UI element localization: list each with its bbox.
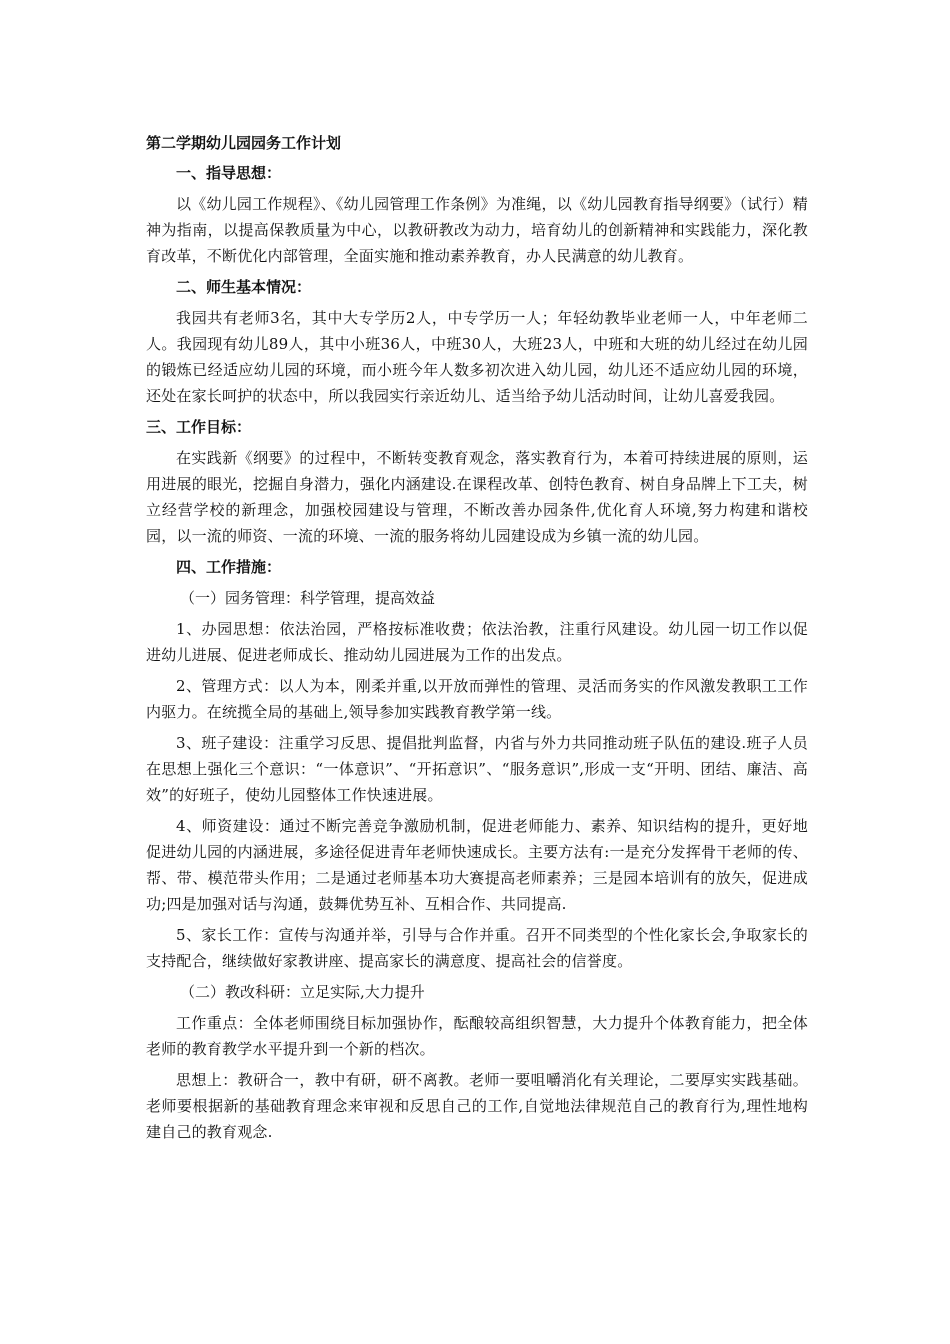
section-heading-teacher-student: 二、师生基本情况： — [176, 278, 312, 296]
list-item: 1、办园思想：依法治园，严格按标准收费；依法治教，注重行风建设。幼儿园一切工作以促进幼儿进展、促进老师成长、推动幼儿园进展为工作的出发点。 — [146, 620, 808, 664]
subsection-heading-research: （二）教改科研：立足实际,大力提升 — [180, 983, 425, 1001]
list-item: 3、班子建设：注重学习反思、提倡批判监督，内省与外力共同推动班子队伍的建设.班子人员在思想上强化三个意识：“一体意识”、“开拓意识”、“服务意识”,形成一支“开明、团结、廉洁、高效”的好班子，使幼儿园整体工作快速进展。 — [146, 734, 808, 804]
section-paragraph: 在实践新《纲要》的过程中，不断转变教育观念，落实教育行为，本着可持续进展的原则，运用进展的眼光，挖掘自身潜力，强化内涵建设.在课程改革、创特色教育、树自身品牌上下工夫，树立经营学校的新理念，加强校园建设与管理，不断改善办园条件,优化育人环境,努力构建和谐校园，以一流的师资、一流的环境、一流的服务将幼儿园建设成为乡镇一流的幼儿园。 — [146, 449, 808, 545]
section-paragraph: 以《幼儿园工作规程》、《幼儿园管理工作条例》为准绳，以《幼儿园教育指导纲要》（试行）精神为指南，以提高保教质量为中心，以教研教改为动力，培育幼儿的创新精神和实践能力，深化教育改革，不断优化内部管理，全面实施和推动素养教育，办人民满意的幼儿教育。 — [146, 195, 808, 265]
section-heading-work-measures: 四、工作措施： — [176, 558, 282, 576]
section-heading-work-goals: 三、工作目标： — [146, 418, 252, 436]
list-item: 2、管理方式：以人为本，刚柔并重,以开放而弹性的管理、灵活而务实的作风激发教职工工作内驱力。在统揽全局的基础上,领导参加实践教育教学第一线。 — [146, 677, 808, 721]
list-item: 5、家长工作：宣传与沟通并举，引导与合作并重。召开不同类型的个性化家长会,争取家长的支持配合，继续做好家教讲座、提高家长的满意度、提高社会的信誉度。 — [146, 926, 808, 970]
section-heading-guiding-thought: 一、指导思想： — [176, 164, 282, 182]
subsection-heading-management: （一）园务管理：科学管理，提高效益 — [180, 589, 436, 607]
list-item: 思想上：教研合一，教中有研，研不离教。老师一要咀嚼消化有关理论，二要厚实实践基础。老师要根据新的基础教育理念来审视和反思自己的工作,自觉地法律规范自己的教育行为,理性地构建自己的教育观念. — [146, 1071, 808, 1141]
document-page — [146, 130, 808, 1150]
section-paragraph: 我园共有老师3名，其中大专学历2人，中专学历一人；年轻幼教毕业老师一人，中年老师二人。我园现有幼儿89人，其中小班36人，中班30人，大班23人，中班和大班的幼儿经过在幼儿园的锻炼已经适应幼儿园的环境，而小班今年人数多初次进入幼儿园，幼儿还不适应幼儿园的环境，还处在家长呵护的状态中，所以我园实行亲近幼儿、适当给予幼儿活动时间，让幼儿喜爱我园。 — [146, 309, 808, 405]
document-title: 第二学期幼儿园园务工作计划 — [146, 134, 342, 152]
list-item: 4、师资建设：通过不断完善竞争激励机制，促进老师能力、素养、知识结构的提升，更好地促进幼儿园的内涵进展，多途径促进青年老师快速成长。主要方法有:一是充分发挥骨干老师的传、帮、带、模范带头作用；二是通过老师基本功大赛提高老师素养；三是园本培训有的放矢，促进成功;四是加强对话与沟通，鼓舞优势互补、互相合作、共同提高. — [146, 817, 808, 913]
list-item: 工作重点：全体老师围绕目标加强协作，酝酿较高组织智慧，大力提升个体教育能力，把全体老师的教育教学水平提升到一个新的档次。 — [146, 1014, 808, 1058]
